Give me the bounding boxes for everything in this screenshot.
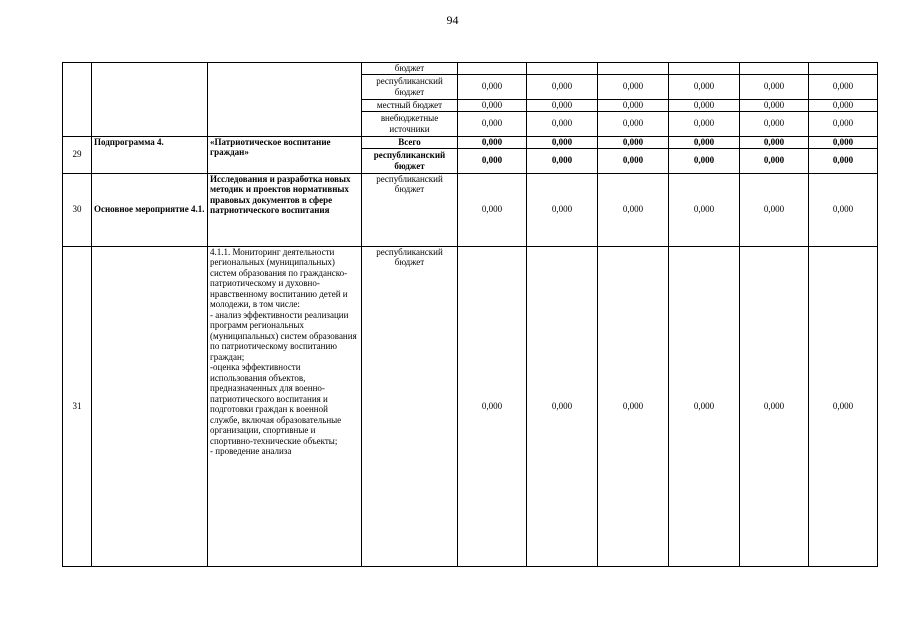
program-name — [92, 63, 208, 137]
funding-source: бюджет — [362, 63, 458, 75]
value-cell: 0,000 — [740, 99, 809, 111]
funding-source: республиканский бюджет — [362, 173, 458, 246]
funding-source: республиканский бюджет — [362, 148, 458, 173]
value-cell: 0,000 — [458, 99, 527, 111]
value-cell: 0,000 — [669, 148, 740, 173]
row-number — [63, 63, 92, 137]
value-cell: 0,000 — [809, 111, 878, 136]
value-cell: 0,000 — [809, 246, 878, 566]
value-cell: 0,000 — [740, 148, 809, 173]
value-cell: 0,000 — [598, 148, 669, 173]
value-cell — [598, 63, 669, 75]
row-number: 31 — [63, 246, 92, 566]
program-name: Основное мероприятие 4.1. — [92, 173, 208, 246]
value-cell: 0,000 — [809, 136, 878, 148]
value-cell: 0,000 — [669, 173, 740, 246]
budget-table — [62, 62, 878, 567]
value-cell: 0,000 — [458, 74, 527, 99]
table-row — [63, 173, 878, 246]
value-cell: 0,000 — [598, 74, 669, 99]
value-cell: 0,000 — [740, 173, 809, 246]
funding-source: местный бюджет — [362, 99, 458, 111]
value-cell: 0,000 — [527, 111, 598, 136]
value-cell: 0,000 — [458, 111, 527, 136]
row-number: 30 — [63, 173, 92, 246]
value-cell: 0,000 — [669, 246, 740, 566]
value-cell: 0,000 — [458, 148, 527, 173]
value-cell: 0,000 — [740, 74, 809, 99]
value-cell: 0,000 — [598, 136, 669, 148]
value-cell: 0,000 — [809, 173, 878, 246]
value-cell: 0,000 — [458, 246, 527, 566]
funding-source: Всего — [362, 136, 458, 148]
value-cell: 0,000 — [527, 173, 598, 246]
value-cell: 0,000 — [527, 99, 598, 111]
value-cell: 0,000 — [740, 246, 809, 566]
value-cell: 0,000 — [809, 74, 878, 99]
value-cell: 0,000 — [598, 99, 669, 111]
program-title: «Патриотическое воспитание граждан» — [208, 136, 362, 173]
funding-source: республиканский бюджет — [362, 246, 458, 566]
value-cell: 0,000 — [669, 99, 740, 111]
program-title: Исследования и разработка новых методик и проектов нормативных правовых документов в сфере патриотического воспитания — [208, 173, 362, 246]
value-cell — [669, 63, 740, 75]
table-row — [63, 246, 878, 566]
funding-source: республиканский бюджет — [362, 74, 458, 99]
value-cell: 0,000 — [740, 111, 809, 136]
value-cell: 0,000 — [740, 136, 809, 148]
program-title — [208, 63, 362, 137]
row-number: 29 — [63, 136, 92, 173]
value-cell: 0,000 — [458, 173, 527, 246]
table-row — [63, 63, 878, 75]
value-cell: 0,000 — [669, 136, 740, 148]
value-cell — [527, 63, 598, 75]
value-cell: 0,000 — [809, 99, 878, 111]
value-cell: 0,000 — [527, 74, 598, 99]
page-number: 94 — [446, 13, 459, 27]
program-name: Подпрограмма 4. — [92, 136, 208, 173]
value-cell: 0,000 — [458, 136, 527, 148]
measure-description: 4.1.1. Мониторинг деятельности региональных (муниципальных) систем образования по гражданско-патриотическому и духовно-нравственному воспитанию детей и молодежи, в том числе: - анализ эффективности реализации программ региональных (муниципальных) систем образования по патриотическому воспитанию граждан; -оценка эффективности использования объектов, предназначенных для военно-патриотического воспитания и подготовки граждан к военной службе, включая образовательные организации, спортивные и спортивно-технические объекты; - проведение анализа — [208, 246, 362, 566]
value-cell: 0,000 — [598, 111, 669, 136]
value-cell: 0,000 — [669, 74, 740, 99]
value-cell: 0,000 — [598, 246, 669, 566]
value-cell: 0,000 — [527, 136, 598, 148]
funding-source: внебюджетные источники — [362, 111, 458, 136]
program-name — [92, 246, 208, 566]
value-cell — [740, 63, 809, 75]
value-cell: 0,000 — [527, 246, 598, 566]
value-cell: 0,000 — [809, 148, 878, 173]
value-cell: 0,000 — [669, 111, 740, 136]
value-cell — [809, 63, 878, 75]
value-cell: 0,000 — [598, 173, 669, 246]
value-cell: 0,000 — [527, 148, 598, 173]
value-cell — [458, 63, 527, 75]
table-row — [63, 136, 878, 148]
